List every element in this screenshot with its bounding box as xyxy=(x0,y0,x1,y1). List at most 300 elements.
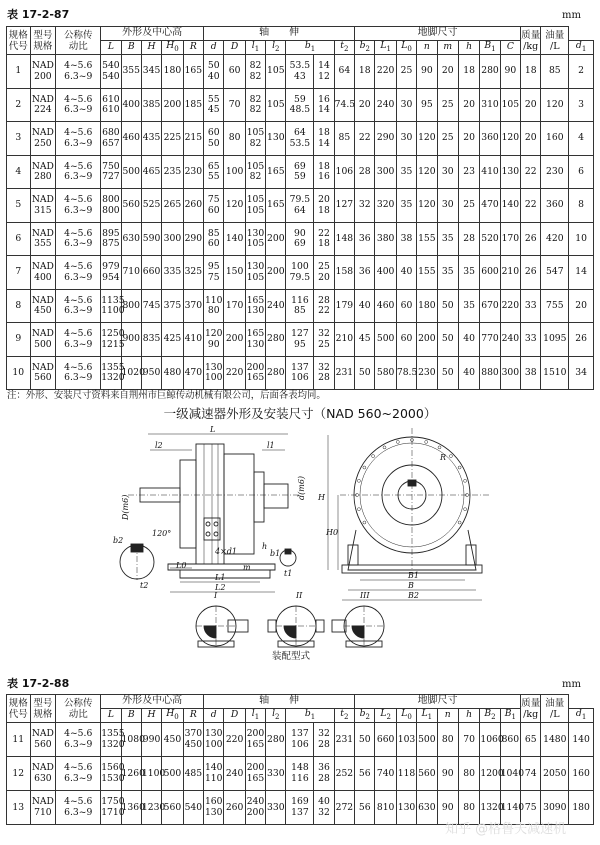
col-header-d: d xyxy=(204,41,224,55)
cell-ratio: 4~5.6 6.3~9 xyxy=(56,323,101,357)
cell-r: 165 xyxy=(183,55,203,89)
cell-t2: 106 xyxy=(334,155,354,189)
cell-b: 355 xyxy=(121,55,141,89)
col-header-l1: $L_1$ xyxy=(375,41,396,55)
col-spec-code: 规格 代号 xyxy=(7,695,31,723)
dim-n-d1: 4×d1 xyxy=(215,547,238,556)
side-view xyxy=(317,428,490,600)
cell-l1: 500 xyxy=(375,323,396,357)
cell-r: 290 xyxy=(183,222,203,256)
cell-code: 6 xyxy=(7,222,31,256)
cell-code: 8 xyxy=(7,289,31,323)
table-2-title: 表 17-2-88 xyxy=(7,677,70,690)
cell-oil: 4 xyxy=(569,122,594,156)
cell-h0: 560 xyxy=(162,791,183,825)
cell-b: 1080 xyxy=(121,723,141,757)
cell-h: 435 xyxy=(141,122,161,156)
col-header-l1: $l_1$ xyxy=(245,41,265,55)
col-mass: 质量 /kg xyxy=(521,27,541,55)
col-header-d: d xyxy=(204,709,224,723)
cell-b1-key: 25 20 xyxy=(314,256,334,290)
cell-d: 160 130 xyxy=(204,791,224,825)
dim-h: h xyxy=(262,542,268,551)
cell-ratio: 4~5.6 6.3~9 xyxy=(56,55,101,89)
cell-l0: 60 xyxy=(396,289,416,323)
cell-oil: 140 xyxy=(569,723,594,757)
col-header-l2: $L_2$ xyxy=(375,709,396,723)
table-row xyxy=(7,222,594,256)
col-mass: 质量 /kg xyxy=(521,695,541,723)
cell-b1: 880 xyxy=(480,356,500,390)
watermark: 知乎 @格鲁夫减速机 xyxy=(445,822,567,837)
cell-d: 50 40 xyxy=(204,55,224,89)
cell-c: 140 xyxy=(500,189,520,223)
cell-b1: 470 xyxy=(480,189,500,223)
cell-b1: 770 xyxy=(480,323,500,357)
col-header-b1: $b_1$ xyxy=(286,41,334,55)
cell-l1: 82 82 xyxy=(245,55,265,89)
cell-r: 325 xyxy=(183,256,203,290)
dim-d: d(m6) xyxy=(297,475,306,500)
cell-d: 75 60 xyxy=(204,189,224,223)
cell-n: 180 xyxy=(417,289,437,323)
cell-mass: 230 xyxy=(541,155,569,189)
col-oil: 油量 /L xyxy=(541,695,569,723)
cell-m: 25 xyxy=(437,122,458,156)
cell-h: 40 xyxy=(458,356,479,390)
cell-b2: 20 xyxy=(355,88,375,122)
cell-n: 155 xyxy=(417,256,437,290)
dim-t2: t2 xyxy=(140,581,149,590)
dim-H0: H0 xyxy=(326,528,339,537)
cell-mass: 420 xyxy=(541,222,569,256)
cell-b1-key: 32 28 xyxy=(314,723,334,757)
dim-t1: t1 xyxy=(284,569,293,578)
cell-b1: 520 xyxy=(480,222,500,256)
cell-l: 1355 1320 xyxy=(101,723,121,757)
cell-l: 979 954 xyxy=(101,256,121,290)
cell-l0: 60 xyxy=(396,323,416,357)
cell-b2: 50 xyxy=(355,356,375,390)
col-header-l1: $l_1$ xyxy=(245,709,265,723)
cell-oil: 20 xyxy=(569,289,594,323)
cell-mass: 85 xyxy=(541,55,569,89)
col-spec-code: 规格 代号 xyxy=(7,27,31,55)
bolt-hole xyxy=(458,466,461,469)
cell-c: 105 xyxy=(500,88,520,122)
col-oil: 油量 /L xyxy=(541,27,569,55)
cell-r: 410 xyxy=(183,323,203,357)
cell-b2: 50 xyxy=(355,723,375,757)
cell-l0: 78.5 xyxy=(396,356,416,390)
col-header-b2: $b_2$ xyxy=(355,709,375,723)
col-header-h0: $H_0$ xyxy=(162,41,183,55)
cell-t2: 74.5 xyxy=(334,88,354,122)
cell-b1-key: 18 14 xyxy=(314,122,334,156)
cell-h: 80 xyxy=(458,757,479,791)
dim-L2: L2 xyxy=(215,583,226,592)
cell-ratio: 4~5.6 6.3~9 xyxy=(56,122,101,156)
cell-m: 20 xyxy=(437,55,458,89)
cell-h0: 235 xyxy=(162,155,183,189)
cell-d: 95 75 xyxy=(204,256,224,290)
cell-b1: 410 xyxy=(480,155,500,189)
bolt-hole xyxy=(363,521,366,524)
cell-ratio: 4~5.6 6.3~9 xyxy=(56,289,101,323)
col-header-l: L xyxy=(101,41,121,55)
cell-n: 80 xyxy=(437,723,458,757)
cell-t2: 85 xyxy=(334,122,354,156)
bolt-hole xyxy=(383,446,386,449)
cell-code: 2 xyxy=(7,88,31,122)
cell-b: 710 xyxy=(121,256,141,290)
cell-oil: 6 xyxy=(569,155,594,189)
cell-b1: 600 xyxy=(480,256,500,290)
cell-mass: 2050 xyxy=(541,757,569,791)
cell-h: 70 xyxy=(458,723,479,757)
cell-model: NAD 315 xyxy=(30,189,56,223)
cell-ratio: 4~5.6 6.3~9 xyxy=(56,189,101,223)
cell-d: 240 xyxy=(224,757,245,791)
col-header-b1: $B_1$ xyxy=(500,709,520,723)
cell-h0: 335 xyxy=(162,256,183,290)
cell-h0: 300 xyxy=(162,222,183,256)
cell-l1: 320 xyxy=(375,189,396,223)
col-ratio: 公称传 动比 xyxy=(56,27,101,55)
dim-m: m xyxy=(243,563,251,572)
cell-h: 35 xyxy=(458,289,479,323)
spec-table-2 xyxy=(6,694,594,825)
cell-c: 130 xyxy=(500,155,520,189)
bolt-hole xyxy=(357,508,360,511)
cell-h: 345 xyxy=(141,55,161,89)
cell-h: 835 xyxy=(141,323,161,357)
cell-ratio: 4~5.6 6.3~9 xyxy=(56,222,101,256)
cell-l1: 200 165 xyxy=(245,356,265,390)
cell-l2: 200 xyxy=(266,256,286,290)
cell-h: 525 xyxy=(141,189,161,223)
cell-model: NAD 400 xyxy=(30,256,56,290)
cell-d1: 18 xyxy=(521,55,541,89)
cell-d: 220 xyxy=(224,723,245,757)
cell-code: 5 xyxy=(7,189,31,223)
bolt-hole xyxy=(464,508,467,511)
cell-model: NAD 500 xyxy=(30,323,56,357)
cell-b1: 169 137 xyxy=(286,791,314,825)
dim-B1: B1 xyxy=(408,571,419,580)
cell-b1: 127 95 xyxy=(286,323,314,357)
cell-n: 230 xyxy=(417,356,437,390)
cell-l: 1560 1530 xyxy=(101,757,121,791)
cell-d1: 75 xyxy=(521,791,541,825)
cell-h: 40 xyxy=(458,323,479,357)
cell-c: 210 xyxy=(500,256,520,290)
cell-b1: 860 xyxy=(500,723,520,757)
cell-b2: 28 xyxy=(355,155,375,189)
col-header-l1: $L_1$ xyxy=(417,709,437,723)
bolt-hole xyxy=(425,440,428,443)
bolt-hole xyxy=(372,455,375,458)
bolt-hole xyxy=(357,479,360,482)
cell-t2: 64 xyxy=(334,55,354,89)
cell-b1: 280 xyxy=(480,55,500,89)
table-row xyxy=(7,289,594,323)
cell-h: 18 xyxy=(458,55,479,89)
cell-d: 80 xyxy=(224,122,245,156)
cell-d1: 26 xyxy=(521,256,541,290)
cell-l2: 165 xyxy=(266,189,286,223)
cell-l1: 82 82 xyxy=(245,88,265,122)
cell-n: 155 xyxy=(417,222,437,256)
cell-h0: 225 xyxy=(162,122,183,156)
cell-d: 55 45 xyxy=(204,88,224,122)
cell-b1: 1140 xyxy=(500,791,520,825)
col-header-h: h xyxy=(458,709,479,723)
cell-oil: 34 xyxy=(569,356,594,390)
table-1-unit: mm xyxy=(562,10,581,21)
cell-b1: 310 xyxy=(480,88,500,122)
cell-d1: 33 xyxy=(521,323,541,357)
cell-l1: 580 xyxy=(375,356,396,390)
cell-d: 60 xyxy=(224,55,245,89)
cell-b1-key: 32 28 xyxy=(314,356,334,390)
cell-code: 9 xyxy=(7,323,31,357)
cell-l1: 460 xyxy=(375,289,396,323)
cell-n: 200 xyxy=(417,323,437,357)
cell-l1: 300 xyxy=(375,155,396,189)
cell-d1: 38 xyxy=(521,356,541,390)
cell-m: 50 xyxy=(437,356,458,390)
cell-h0: 480 xyxy=(162,356,183,390)
dim-B: B xyxy=(408,581,414,590)
col-header-h: H xyxy=(141,41,161,55)
cell-r: 185 xyxy=(183,88,203,122)
bolt-hole xyxy=(464,479,467,482)
cell-code: 12 xyxy=(7,757,31,791)
cell-b1: 69 59 xyxy=(286,155,314,189)
cell-d: 85 60 xyxy=(204,222,224,256)
cell-t2: 210 xyxy=(334,323,354,357)
bolt-hole xyxy=(438,446,441,449)
cell-l2: 280 xyxy=(266,723,286,757)
col-header-h: H xyxy=(141,709,161,723)
cell-m: 35 xyxy=(437,222,458,256)
cell-b2: 1320 xyxy=(480,791,500,825)
cell-l1: 500 xyxy=(417,723,437,757)
col-header-d: D xyxy=(224,709,245,723)
cell-b1: 1040 xyxy=(500,757,520,791)
cell-b: 630 xyxy=(121,222,141,256)
dim-R: R xyxy=(440,453,447,462)
cell-d: 120 90 xyxy=(204,323,224,357)
cell-l0: 118 xyxy=(396,757,416,791)
cell-l2: 200 xyxy=(266,222,286,256)
cell-model: NAD 224 xyxy=(30,88,56,122)
cell-l2: 165 xyxy=(266,155,286,189)
cell-model: NAD 560 xyxy=(30,723,56,757)
cell-b1: 90 69 xyxy=(286,222,314,256)
cell-b1: 148 116 xyxy=(286,757,314,791)
cell-n: 120 xyxy=(417,155,437,189)
cell-l1: 130 105 xyxy=(245,256,265,290)
cell-r: 370 450 xyxy=(183,723,203,757)
cell-l1: 200 165 xyxy=(245,757,265,791)
cell-l2: 330 xyxy=(266,791,286,825)
cell-oil: 180 xyxy=(569,791,594,825)
cell-oil: 10 xyxy=(569,222,594,256)
cell-t2: 231 xyxy=(334,356,354,390)
dim-b2: b2 xyxy=(113,536,124,545)
cell-b1: 360 xyxy=(480,122,500,156)
gearbox-drawing xyxy=(0,420,600,665)
assembly-III-label: III xyxy=(360,591,370,600)
cell-h: 80 xyxy=(458,791,479,825)
cell-code: 11 xyxy=(7,723,31,757)
cell-d: 170 xyxy=(224,289,245,323)
cell-d: 65 55 xyxy=(204,155,224,189)
cell-t2: 179 xyxy=(334,289,354,323)
cell-b2: 18 xyxy=(355,55,375,89)
col-header-c: C xyxy=(500,41,520,55)
cell-l1: 630 xyxy=(417,791,437,825)
cell-l1: 105 82 xyxy=(245,155,265,189)
cell-b2: 36 xyxy=(355,256,375,290)
cell-code: 13 xyxy=(7,791,31,825)
col-model: 型号 规格 xyxy=(30,695,56,723)
cell-b1-key: 22 18 xyxy=(314,222,334,256)
col-header-n: n xyxy=(437,709,458,723)
cell-n: 95 xyxy=(417,88,437,122)
dim-b1: b1 xyxy=(270,549,281,558)
cell-m: 30 xyxy=(437,155,458,189)
cell-r: 470 xyxy=(183,356,203,390)
cell-oil: 2 xyxy=(569,55,594,89)
col-header-l: L xyxy=(101,709,121,723)
col-header-b: B xyxy=(121,709,141,723)
spec-table-1 xyxy=(6,26,594,390)
dim-H: H xyxy=(318,493,325,502)
dim-D: D(m6) xyxy=(121,494,130,520)
table-row xyxy=(7,757,594,791)
cell-l1: 560 xyxy=(417,757,437,791)
group-foot: 地脚尺寸 xyxy=(355,695,521,709)
bolt-hole xyxy=(396,440,399,443)
group-shaft: 轴 伸 xyxy=(204,695,355,709)
cell-b1-key: 14 12 xyxy=(314,55,334,89)
cell-ratio: 4~5.6 6.3~9 xyxy=(56,791,101,825)
group-shaft: 轴 伸 xyxy=(204,27,355,41)
dim-L1: L1 xyxy=(215,573,226,582)
cell-n: 120 xyxy=(417,189,437,223)
col-header-n: n xyxy=(417,41,437,55)
cell-l: 1750 1710 xyxy=(101,791,121,825)
cell-b2: 32 xyxy=(355,189,375,223)
cell-d: 130 100 xyxy=(204,723,224,757)
bolt-hole xyxy=(458,521,461,524)
cell-d1: 20 xyxy=(521,88,541,122)
cell-d1: 22 xyxy=(521,155,541,189)
cell-c: 170 xyxy=(500,222,520,256)
cell-l2: 330 xyxy=(266,757,286,791)
cell-n: 90 xyxy=(437,791,458,825)
col-header-b: B xyxy=(121,41,141,55)
dim-l1: l1 xyxy=(267,441,275,450)
cell-h: 590 xyxy=(141,222,161,256)
col-header-b1: $B_1$ xyxy=(480,41,500,55)
dim-L0: L0 xyxy=(176,561,187,570)
cell-d1: 22 xyxy=(521,189,541,223)
assembly-III xyxy=(332,591,384,647)
cell-l2: 105 xyxy=(266,55,286,89)
dim-l2: l2 xyxy=(155,441,163,450)
cell-l2: 280 xyxy=(266,323,286,357)
cell-n: 90 xyxy=(437,757,458,791)
col-model: 型号 规格 xyxy=(30,27,56,55)
cell-l1: 200 165 xyxy=(245,723,265,757)
cell-l: 1355 1320 xyxy=(101,356,121,390)
cell-b: 1360 xyxy=(121,791,141,825)
cell-c: 220 xyxy=(500,289,520,323)
cell-h: 1100 xyxy=(141,757,161,791)
cell-model: NAD 560 xyxy=(30,356,56,390)
cell-d: 140 110 xyxy=(204,757,224,791)
cell-d: 120 xyxy=(224,189,245,223)
cell-d1: 20 xyxy=(521,122,541,156)
cell-m: 50 xyxy=(437,323,458,357)
cell-h: 1230 xyxy=(141,791,161,825)
cell-ratio: 4~5.6 6.3~9 xyxy=(56,356,101,390)
table-row xyxy=(7,55,594,89)
assembly-II xyxy=(268,591,324,647)
cell-mass: 547 xyxy=(541,256,569,290)
cell-l0: 38 xyxy=(396,222,416,256)
cell-l0: 35 xyxy=(396,189,416,223)
cell-ratio: 4~5.6 6.3~9 xyxy=(56,155,101,189)
cell-h: 20 xyxy=(458,122,479,156)
cell-b1-key: 28 22 xyxy=(314,289,334,323)
table-row xyxy=(7,723,594,757)
cell-b2: 36 xyxy=(355,222,375,256)
cell-l: 1135 1100 xyxy=(101,289,121,323)
cell-code: 1 xyxy=(7,55,31,89)
cell-b2: 40 xyxy=(355,289,375,323)
cell-b1: 53.5 43 xyxy=(286,55,314,89)
cell-b: 1020 xyxy=(121,356,141,390)
cell-b1-key: 36 28 xyxy=(314,757,334,791)
cell-b2: 1060 xyxy=(480,723,500,757)
col-header-d1: $d_1$ xyxy=(569,41,594,55)
cell-b1-key: 20 18 xyxy=(314,189,334,223)
cell-code: 10 xyxy=(7,356,31,390)
cell-model: NAD 250 xyxy=(30,122,56,156)
bolt-hole xyxy=(449,455,452,458)
cell-mass: 160 xyxy=(541,122,569,156)
cell-l: 750 727 xyxy=(101,155,121,189)
cell-h: 990 xyxy=(141,723,161,757)
cell-b1-key: 40 32 xyxy=(314,791,334,825)
cell-r: 260 xyxy=(183,189,203,223)
cell-d: 110 80 xyxy=(204,289,224,323)
cell-n: 120 xyxy=(417,122,437,156)
table-row xyxy=(7,88,594,122)
cell-code: 7 xyxy=(7,256,31,290)
cell-b: 1260 xyxy=(121,757,141,791)
cell-l: 895 875 xyxy=(101,222,121,256)
cell-b: 400 xyxy=(121,88,141,122)
cell-b2: 56 xyxy=(355,791,375,825)
cell-l1: 105 105 xyxy=(245,189,265,223)
cell-h0: 265 xyxy=(162,189,183,223)
